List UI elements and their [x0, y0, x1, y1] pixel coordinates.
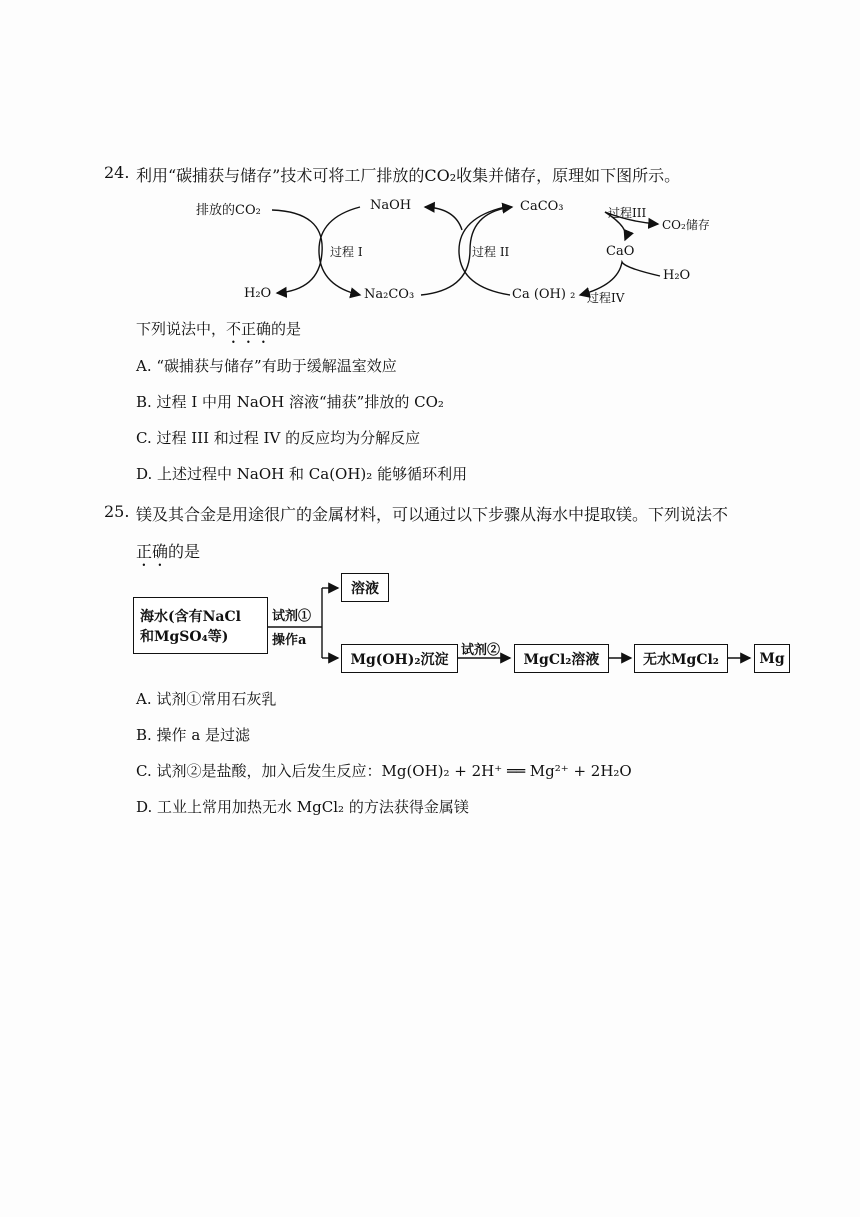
na2co3-label: Na₂CO₃ [364, 287, 415, 302]
question-25-number: 25. [104, 502, 130, 521]
question-24-number: 24. [104, 163, 130, 182]
naoh-label: NaOH [370, 198, 412, 213]
q25-option-d[interactable]: D. 工业上常用加热无水 MgCl₂ 的方法获得金属镁 [136, 798, 469, 816]
seawater-line1: 海水(含有NaCl [140, 608, 241, 625]
solution-box: 溶液 [341, 573, 389, 602]
caco3-label: CaCO₃ [520, 199, 564, 214]
co2-emitted-label: 排放的CO₂ [196, 203, 261, 218]
reagent2-label: 试剂② [461, 643, 501, 658]
q25-option-c[interactable]: C. 试剂②是盐酸，加入后发生反应：Mg(OH)₂ + 2H⁺ ══ Mg²⁺ + 2H₂O [136, 762, 632, 780]
reagent1-label: 试剂① [272, 609, 312, 624]
q25-option-b[interactable]: B. 操作 a 是过滤 [136, 726, 251, 744]
prompt-prefix: 下列说法中， [136, 320, 227, 338]
co2-storage-label: CO₂储存 [662, 218, 710, 232]
caoh2-label: Ca (OH) ₂ [512, 287, 576, 302]
stem-emphasis: 正确 [136, 542, 169, 561]
question-25-stem-line1: 镁及其合金是用途很广的金属材料，可以通过以下步骤从海水中提取镁。下列说法不 [136, 505, 729, 524]
cao-label: CaO [606, 244, 635, 259]
seawater-box [133, 597, 268, 654]
stem-tail: 的是 [168, 542, 201, 561]
mgoh2-precipitate-box: Mg(OH)₂沉淀 [341, 644, 458, 673]
operation-a-label: 操作a [272, 633, 307, 648]
prompt-suffix: 的是 [271, 320, 302, 338]
process2-label: 过程 II [472, 245, 510, 259]
seawater-line2: 和MgSO₄等) [140, 628, 229, 645]
q24-option-b[interactable]: B. 过程 I 中用 NaOH 溶液“捕获”排放的 CO₂ [136, 393, 444, 411]
mgcl2-solution-box: MgCl₂溶液 [514, 644, 609, 673]
mg-box: Mg [754, 644, 790, 673]
q24-option-a[interactable]: A. “碳捕获与储存”有助于缓解温室效应 [136, 357, 397, 375]
process1-label: 过程 I [330, 245, 363, 259]
process3-label: 过程III [608, 206, 647, 220]
q24-option-d[interactable]: D. 上述过程中 NaOH 和 Ca(OH)₂ 能够循环利用 [136, 465, 468, 483]
q24-option-c[interactable]: C. 过程 III 和过程 IV 的反应均为分解反应 [136, 429, 421, 447]
process4-label: 过程IV [587, 291, 625, 305]
h2o-in-label: H₂O [663, 268, 691, 283]
q25-option-a[interactable]: A. 试剂①常用石灰乳 [136, 690, 277, 708]
question-24-stem: 利用“碳捕获与储存”技术可将工厂排放的CO₂收集并储存，原理如下图所示。 [136, 166, 681, 185]
h2o-out-label: H₂O [244, 286, 272, 301]
anhydrous-mgcl2-box: 无水MgCl₂ [634, 644, 728, 673]
prompt-emphasis: 不正确 [226, 320, 272, 338]
